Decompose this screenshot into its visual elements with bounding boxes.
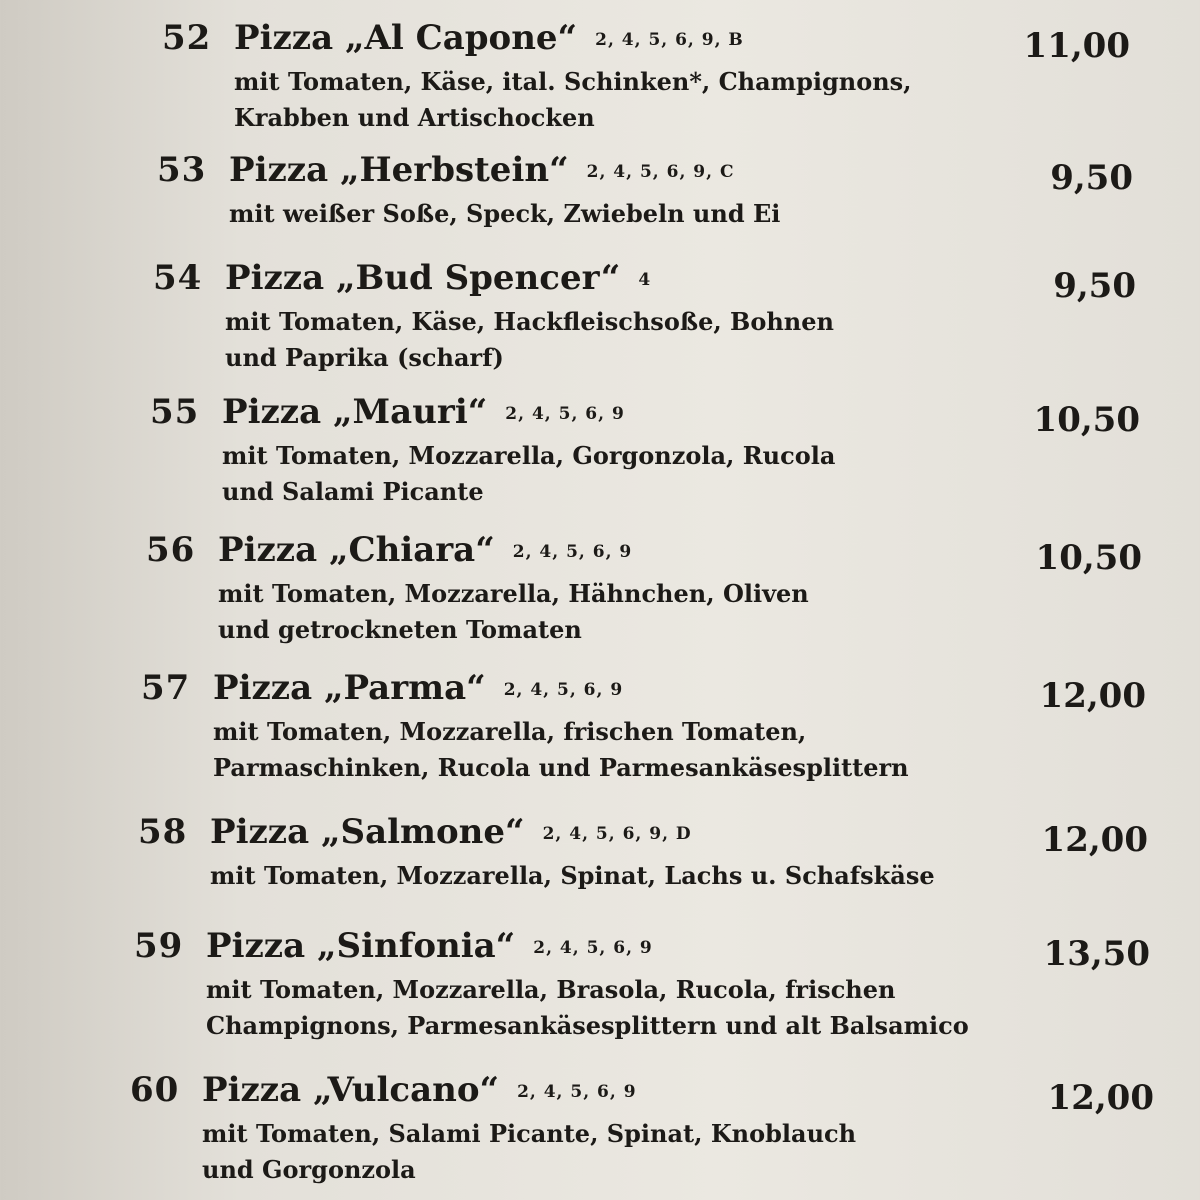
description-line: und Gorgonzola [202, 1155, 416, 1184]
item-allergens: 2, 4, 5, 6, 9 [517, 1082, 637, 1102]
item-name: Pizza „Herbstein“ [229, 150, 569, 190]
description-line: und Paprika (scharf) [225, 343, 504, 372]
item-number: 53 [157, 150, 207, 190]
description-line: und Salami Picante [222, 477, 484, 506]
item-allergens: 2, 4, 5, 6, 9 [505, 404, 625, 424]
item-allergens: 2, 4, 5, 6, 9, B [595, 30, 744, 50]
description-line: mit Tomaten, Käse, Hackfleischsoße, Bohnen [225, 307, 834, 336]
item-name: Pizza „Bud Spencer“ [225, 258, 621, 298]
item-allergens: 2, 4, 5, 6, 9 [533, 938, 653, 958]
item-description [202, 1116, 856, 1188]
item-description [213, 714, 909, 786]
item-allergens: 2, 4, 5, 6, 9 [503, 680, 624, 700]
description-line: Parmaschinken, Rucola und Parmesankäsesplittern [213, 753, 909, 782]
description-line: mit weißer Soße, Speck, Zwiebeln und Ei [229, 199, 781, 228]
item-price: 12,00 [1039, 676, 1146, 716]
description-line: mit Tomaten, Salami Picante, Spinat, Knoblauch [202, 1119, 857, 1148]
item-number: 58 [138, 812, 188, 852]
item-number: 52 [162, 18, 212, 58]
item-allergens: 4 [638, 270, 652, 290]
description-line: mit Tomaten, Mozzarella, Spinat, Lachs u. Schafskäse [210, 861, 935, 890]
item-name: Pizza „Salmone“ [210, 812, 525, 852]
item-price: 12,00 [1041, 820, 1148, 860]
description-line: und getrockneten Tomaten [218, 615, 582, 644]
item-description [206, 972, 969, 1044]
description-line: mit Tomaten, Mozzarella, frischen Tomaten, [213, 717, 807, 746]
item-name: Pizza „Parma“ [213, 668, 486, 708]
item-description [218, 576, 809, 648]
item-price: 10,50 [1033, 400, 1140, 440]
item-name: Pizza „Chiara“ [218, 530, 495, 570]
item-description [210, 858, 935, 894]
item-price: 13,50 [1043, 934, 1150, 974]
item-name: Pizza „Vulcano“ [202, 1070, 500, 1110]
item-number: 59 [134, 926, 184, 966]
item-description [234, 64, 912, 136]
item-name: Pizza „Al Capone“ [234, 18, 578, 58]
item-price: 10,50 [1035, 538, 1142, 578]
item-description [225, 304, 834, 376]
item-description [222, 438, 835, 510]
description-line: Krabben und Artischocken [234, 103, 595, 132]
item-allergens: 2, 4, 5, 6, 9, D [542, 824, 692, 844]
description-line: Champignons, Parmesankäsesplittern und alt Balsamico [206, 1011, 969, 1040]
description-line: mit Tomaten, Mozzarella, Hähnchen, Oliven [218, 579, 809, 608]
description-line: mit Tomaten, Mozzarella, Brasola, Rucola, frischen [206, 975, 896, 1004]
item-price: 9,50 [1053, 266, 1136, 306]
item-number: 55 [150, 392, 200, 432]
item-number: 57 [141, 668, 191, 708]
item-number: 60 [130, 1070, 180, 1110]
item-allergens: 2, 4, 5, 6, 9, C [586, 162, 735, 182]
description-line: mit Tomaten, Mozzarella, Gorgonzola, Rucola [222, 441, 836, 470]
item-number: 56 [146, 530, 196, 570]
item-name: Pizza „Mauri“ [222, 392, 488, 432]
item-price: 9,50 [1050, 158, 1133, 198]
item-number: 54 [153, 258, 203, 298]
description-line: mit Tomaten, Käse, ital. Schinken*, Champignons, [234, 67, 912, 96]
item-allergens: 2, 4, 5, 6, 9 [512, 542, 633, 562]
item-price: 11,00 [1023, 26, 1130, 66]
item-name: Pizza „Sinfonia“ [206, 926, 516, 966]
item-price: 12,00 [1047, 1078, 1154, 1118]
item-description [229, 196, 780, 232]
